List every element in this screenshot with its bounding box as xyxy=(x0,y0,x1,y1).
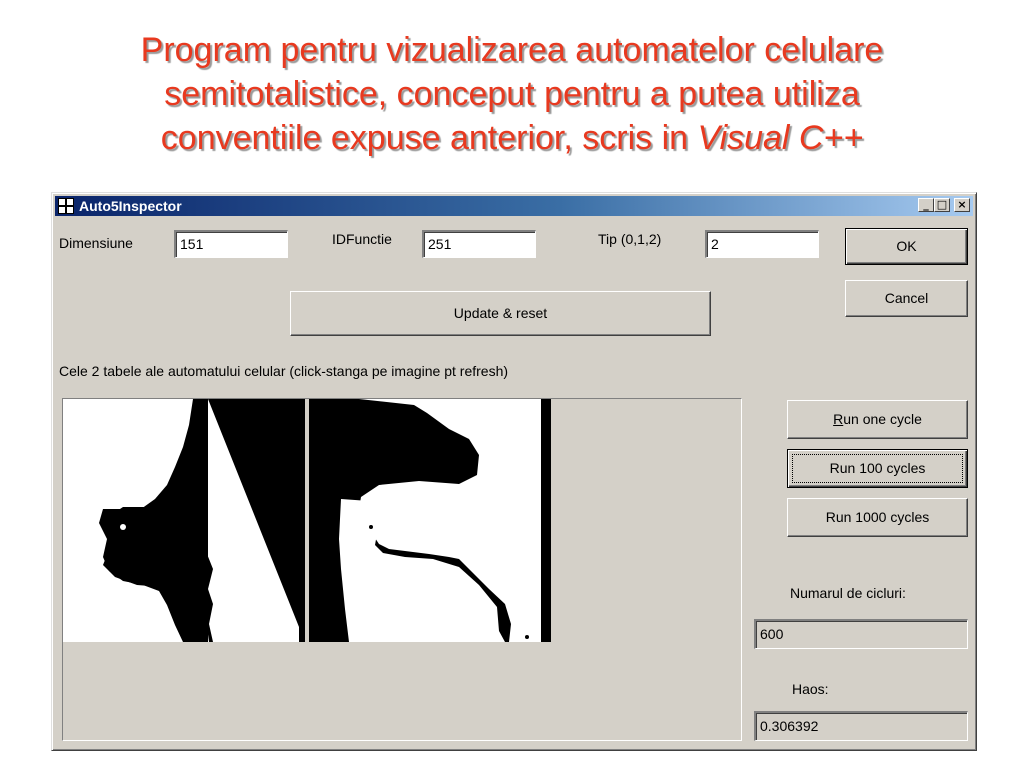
maximize-icon[interactable]: □ xyxy=(934,198,950,212)
run-1000-cycles-label: Run 1000 cycles xyxy=(825,509,930,525)
automaton-table-1[interactable] xyxy=(63,399,305,642)
slide-title-line-1: Program pentru vizualizarea automatelor celulare xyxy=(140,31,884,69)
chaos-label: Haos: xyxy=(792,681,829,697)
tip-input[interactable]: 2 xyxy=(705,230,819,258)
slide-title-line-2: semitotalistice, conceput pentru a putea utiliza xyxy=(164,75,860,113)
chaos-field: 0.306392 xyxy=(754,711,968,741)
cycles-count-field: 600 xyxy=(754,619,968,649)
automaton-image-area[interactable] xyxy=(62,398,742,741)
window-title: Auto5Inspector xyxy=(79,198,182,214)
run-one-cycle-mnemonic: R xyxy=(833,411,844,427)
close-icon[interactable]: × xyxy=(954,198,970,212)
ok-button-label: OK xyxy=(896,238,917,254)
minimize-icon[interactable]: _ xyxy=(918,198,934,212)
run-one-cycle-rest: un one cycle xyxy=(843,411,922,427)
idfunctie-input[interactable]: 251 xyxy=(422,230,536,258)
update-reset-button[interactable] xyxy=(290,291,711,336)
tables-caption: Cele 2 tabele ale automatului celular (click-stanga pe imagine pt refresh) xyxy=(59,363,509,379)
slide-title-line-3-text: conventiile expuse anterior, scris in xyxy=(160,119,698,157)
cancel-button-label: Cancel xyxy=(884,290,929,306)
run-100-cycles-label: Run 100 cycles xyxy=(829,460,926,476)
cycles-count-label: Numarul de cicluri: xyxy=(790,585,906,601)
automaton-table-2[interactable] xyxy=(309,399,551,642)
run-100-cycles-button[interactable] xyxy=(787,449,968,488)
update-reset-label: Update & reset xyxy=(453,305,548,321)
grid-app-icon xyxy=(58,198,74,214)
tip-label: Tip (0,1,2) xyxy=(598,231,662,247)
slide-title xyxy=(40,28,984,160)
slide-title-visual-cpp: Visual C++ xyxy=(697,119,864,157)
dimensiune-input[interactable]: 151 xyxy=(174,230,288,258)
idfunctie-label: IDFunctie xyxy=(332,231,392,247)
run-1000-cycles-button[interactable] xyxy=(787,498,968,537)
auto5inspector-window xyxy=(51,192,977,751)
run-one-cycle-label xyxy=(833,411,922,427)
window-titlebar[interactable] xyxy=(55,196,973,216)
dimensiune-label: Dimensiune xyxy=(59,235,133,251)
ok-button[interactable] xyxy=(845,228,968,265)
slide-title-line-3 xyxy=(40,116,984,160)
cancel-button[interactable] xyxy=(845,280,968,317)
run-one-cycle-button[interactable] xyxy=(787,400,968,439)
